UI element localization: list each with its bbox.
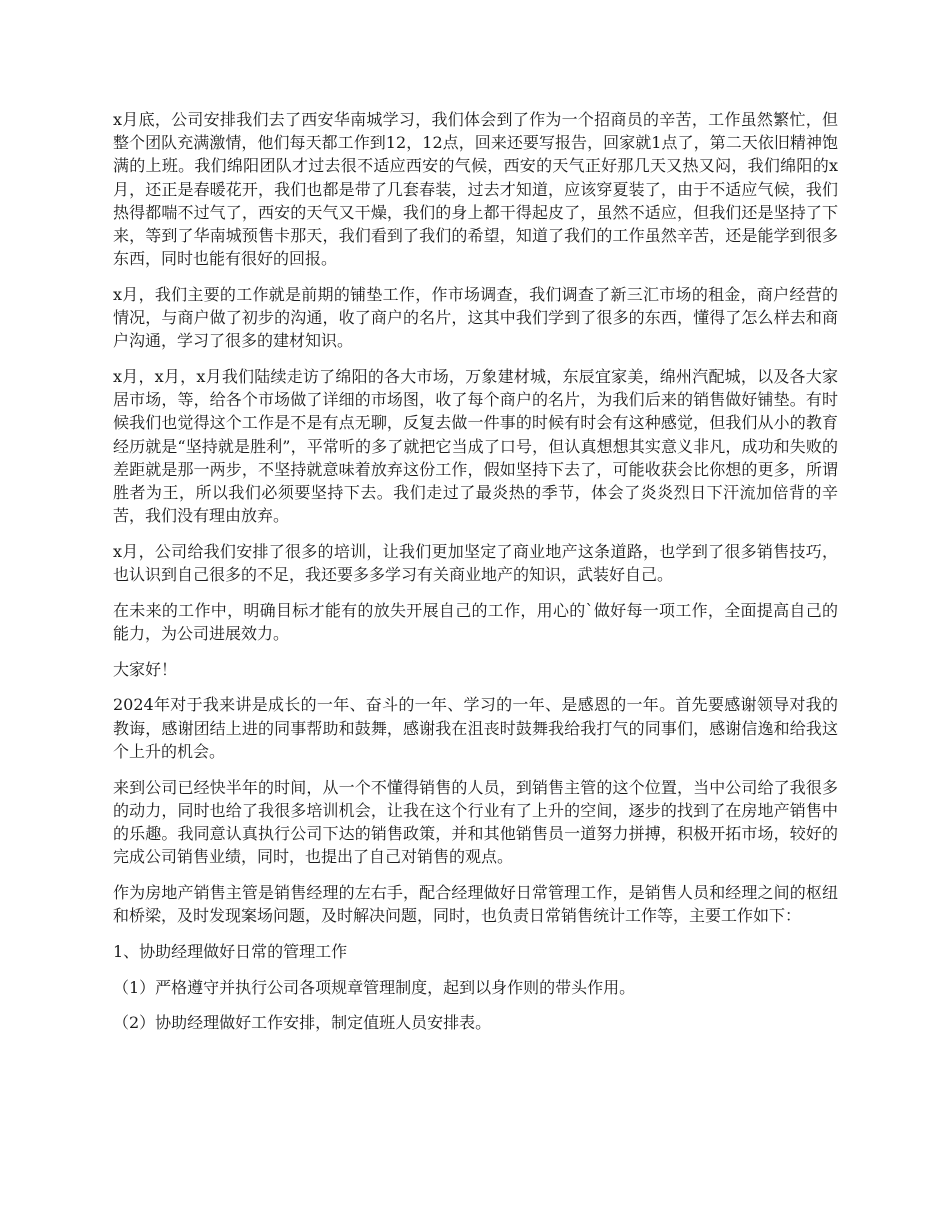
paragraph-half-year: 来到公司已经快半年的时间，从一个不懂得销售的人员，到销售主管的这个位置，当中公司给了我很多的动力，同时也给了我很多培训机会，让我在这个行业有了上升的空间，逐步的找到了在房地产销售中的乐趣。我同意认真执行公司下达的销售政策，并和其他销售员一道努力拼搏，积极开拓市场，较好的完成公司销售业绩，同时，也提出了自己对销售的观点。 <box>113 777 838 867</box>
paragraph-market-visits: x月，x月，x月我们陆续走访了绵阳的各大市场，万象建材城，东辰宜家美，绵州汽配城，以及各大家居市场，等，给各个市场做了详细的市场图，收了每个商户的名片，为我们后来的销售做好铺垫。有时候我们也觉得这个工作是不是有点无聊，反复去做一件事的时候有时会有这种感觉，但我们从小的教育经历就是“坚持就是胜利”，平常听的多了就把它当成了口号，但认真想想其实意义非凡，成功和失败的差距就是那一两步，不坚持就意味着放弃这份工作，假如坚持下去了，可能收获会比你想的更多，所谓胜者为王，所以我们必须要坚持下去。我们走过了最炎热的季节，体会了炎炎烈日下汗流加倍背的辛苦，我们没有理由放弃。 <box>113 367 838 526</box>
paragraph-supervisor-role: 作为房地产销售主管是销售经理的左右手，配合经理做好日常管理工作，是销售人员和经理之间的枢纽和桥梁，及时发现案场问题，及时解决问题，同时，也负责日常销售统计工作等，主要工作如下： <box>113 882 838 926</box>
paragraph-future-work: 在未来的工作中，明确目标才能有的放失开展自己的工作，用心的`做好每一项工作，全面提高自己的能力，为公司进展效力。 <box>113 600 838 644</box>
list-item-schedule: （2）协助经理做好工作安排，制定值班人员安排表。 <box>113 1013 492 1033</box>
paragraph-xian-study: x月底，公司安排我们去了西安华南城学习，我们体会到了作为一个招商员的辛苦，工作虽然繁忙，但整个团队充满激情，他们每天都工作到12，12点，回来还要写报告，回家就1点了，第二天依旧精神饱满的上班。我们绵阳团队才过去很不适应西安的气候，西安的天气正好那几天又热又闷，我们绵阳的x月，还正是春暖花开，我们也都是带了几套春装，过去才知道，应该穿夏装了，由于不适应气候，我们热得都喘不过气了，西安的天气又干燥，我们的身上都干得起皮了，虽然不适应，但我们还是坚持了下来，等到了华南城预售卡那天，我们看到了我们的希望，知道了我们的工作虽然辛苦，还是能学到很多东西，同时也能有很好的回报。 <box>113 110 838 269</box>
list-item-rules: （1）严格遵守并执行公司各项规章管理制度，起到以身作则的带头作用。 <box>113 977 636 997</box>
paragraph-year-summary: 2024年对于我来讲是成长的一年、奋斗的一年、学习的一年、是感恩的一年。首先要感谢领导对我的教诲，感谢团结上进的同事帮助和鼓舞，感谢我在沮丧时鼓舞我给我打气的同事们，感谢信逸和给我这个上升的机会。 <box>113 695 838 761</box>
paragraph-training: x月，公司给我们安排了很多的培训，让我们更加坚定了商业地产这条道路，也学到了很多销售技巧，也认识到自己很多的不足，我还要多多学习有关商业地产的知识，武装好自己。 <box>113 541 838 585</box>
section-heading-management: 1、协助经理做好日常的管理工作 <box>113 941 348 961</box>
paragraph-market-research: x月，我们主要的工作就是前期的铺垫工作，作市场调查，我们调查了新三汇市场的租金，商户经营的情况，与商户做了初步的沟通，收了商户的名片，这其中我们学到了很多的东西，懂得了怎么样去和商户沟通，学习了很多的建材知识。 <box>113 284 838 351</box>
paragraph-greeting: 大家好！ <box>113 659 178 679</box>
document-body <box>113 108 838 1047</box>
